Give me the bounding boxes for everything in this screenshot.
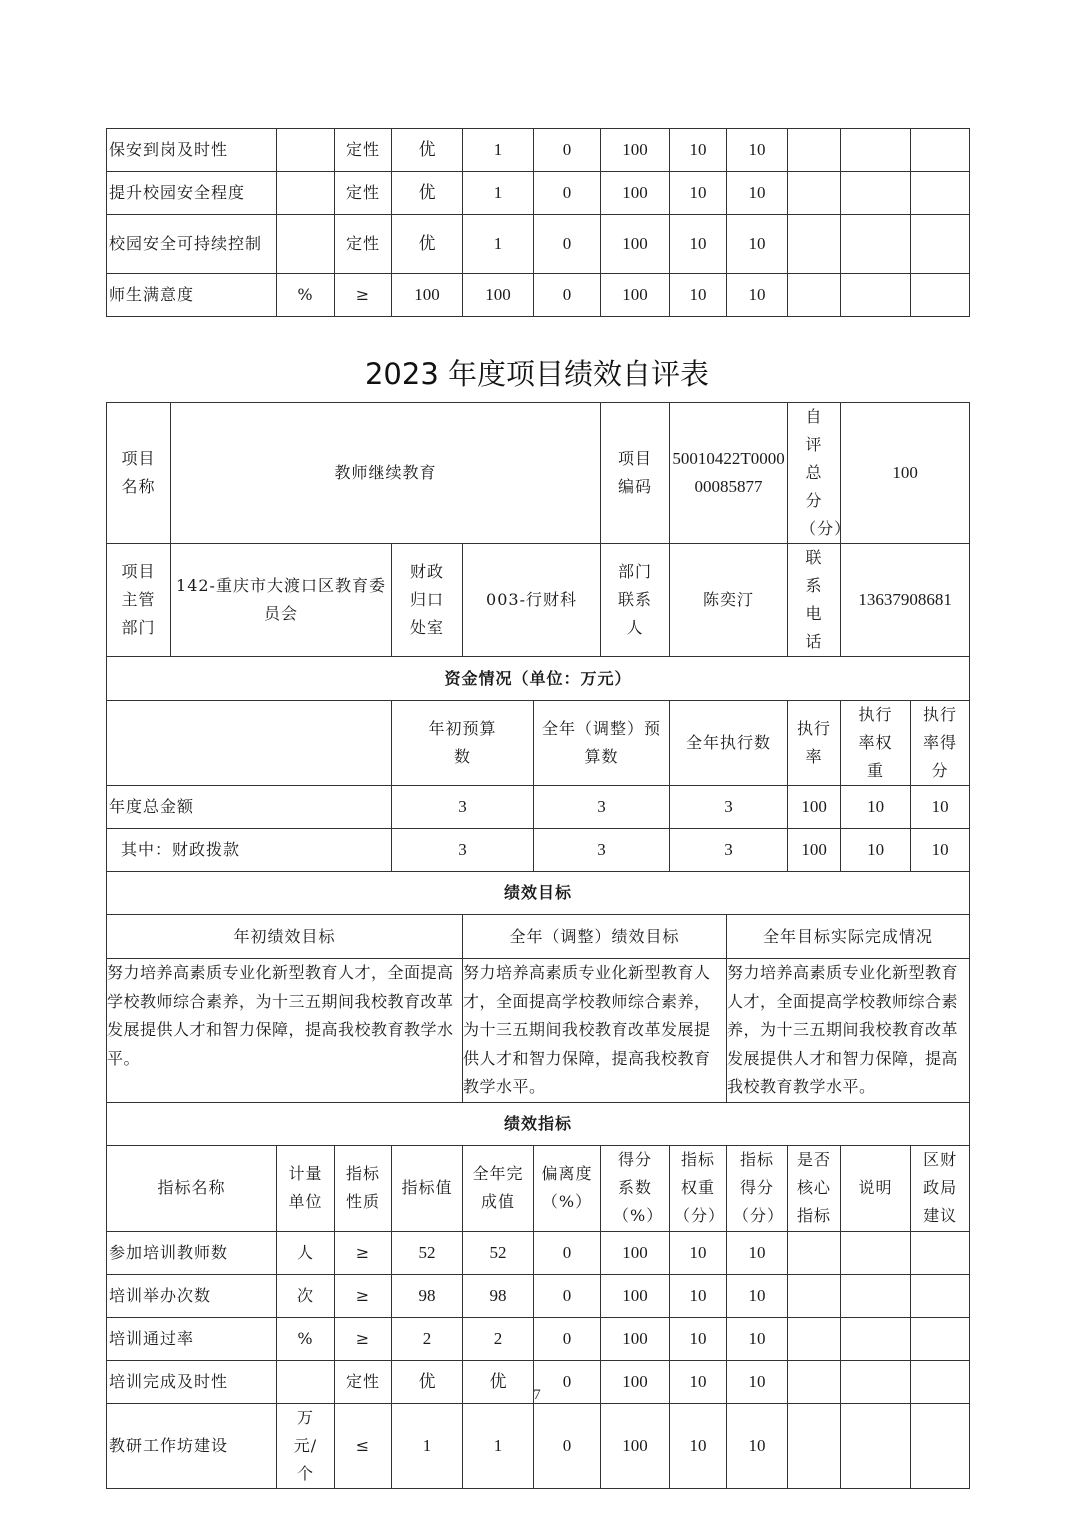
indicator-row xyxy=(107,1317,970,1360)
indicator-weight: 10 xyxy=(670,1317,727,1360)
indicator-unit: % xyxy=(277,1317,335,1360)
indicator-name: 教研工作坊建设 xyxy=(107,1403,277,1488)
goals-header-adjusted: 全年（调整）绩效目标 xyxy=(463,915,727,959)
indicator-note xyxy=(841,1403,911,1488)
indicator-name: 培训举办次数 xyxy=(107,1274,277,1317)
indicators-section-title: 绩效指标 xyxy=(107,1102,970,1145)
indicator-name: 培训完成及时性 xyxy=(107,1360,277,1403)
ind-header-deviation: 偏离度（%） xyxy=(534,1145,601,1231)
indicator-core xyxy=(788,215,841,274)
continued-indicator-table xyxy=(106,128,970,317)
indicator-deviation: 0 xyxy=(534,172,601,215)
indicator-unit: 万元/个 xyxy=(277,1403,335,1488)
indicator-target: 2 xyxy=(392,1317,463,1360)
indicator-coef: 100 xyxy=(601,215,670,274)
indicator-target: 优 xyxy=(392,172,463,215)
indicator-deviation: 0 xyxy=(534,215,601,274)
funds-weight: 10 xyxy=(841,829,911,872)
indicator-coef: 100 xyxy=(601,1274,670,1317)
indicator-core xyxy=(788,1231,841,1274)
indicator-core xyxy=(788,1274,841,1317)
finance-office-value: 003-行财科 xyxy=(463,544,601,657)
indicator-target: 52 xyxy=(392,1231,463,1274)
indicator-row xyxy=(107,215,970,274)
indicator-coef: 100 xyxy=(601,1231,670,1274)
contact-label: 部门联系人 xyxy=(601,544,670,657)
indicator-score: 10 xyxy=(727,172,788,215)
funds-executed: 3 xyxy=(670,829,788,872)
project-code: 50010422T000000085877 xyxy=(670,403,788,544)
ind-header-unit: 计量单位 xyxy=(277,1145,335,1231)
indicator-unit: 人 xyxy=(277,1231,335,1274)
indicator-note xyxy=(841,172,911,215)
indicator-score: 10 xyxy=(727,1317,788,1360)
indicator-score: 10 xyxy=(727,129,788,172)
indicator-weight: 10 xyxy=(670,1360,727,1403)
indicator-note xyxy=(841,215,911,274)
indicator-weight: 10 xyxy=(670,172,727,215)
indicator-unit: % xyxy=(277,274,335,317)
performance-evaluation-table xyxy=(106,402,970,1489)
indicator-note xyxy=(841,129,911,172)
ind-header-target: 指标值 xyxy=(392,1145,463,1231)
indicator-weight: 10 xyxy=(670,129,727,172)
ind-header-name: 指标名称 xyxy=(107,1145,277,1231)
goal-adjusted-text: 努力培养高素质专业化新型教育人才，全面提高学校教师综合素养，为十三五期间我校教育改革发展提供人才和智力保障，提高我校教育教学水平。 xyxy=(463,959,727,1103)
project-name: 教师继续教育 xyxy=(171,403,601,544)
goal-actual-text: 努力培养高素质专业化新型教育人才，全面提高学校教师综合素养，为十三五期间我校教育改革发展提供人才和智力保障，提高我校教育教学水平。 xyxy=(727,959,970,1103)
funds-adjusted: 3 xyxy=(534,786,670,829)
indicator-deviation: 0 xyxy=(534,129,601,172)
indicator-nature: 定性 xyxy=(335,1360,392,1403)
indicator-coef: 100 xyxy=(601,129,670,172)
funds-row-label: 年度总金额 xyxy=(107,786,392,829)
project-name-label: 项目名称 xyxy=(107,403,171,544)
indicator-nature: 定性 xyxy=(335,172,392,215)
indicator-nature: ≥ xyxy=(335,1231,392,1274)
funds-score: 10 xyxy=(911,786,970,829)
indicator-advice xyxy=(911,1231,970,1274)
indicator-actual: 1 xyxy=(463,215,534,274)
indicator-deviation: 0 xyxy=(534,1403,601,1488)
contact-value: 陈奕汀 xyxy=(670,544,788,657)
indicator-weight: 10 xyxy=(670,1403,727,1488)
indicator-nature: ≤ xyxy=(335,1403,392,1488)
ind-header-core: 是否核心指标 xyxy=(788,1145,841,1231)
goals-header-row xyxy=(107,915,970,959)
funds-initial: 3 xyxy=(392,786,534,829)
goals-section-title: 绩效目标 xyxy=(107,872,970,915)
page-number: 7 xyxy=(533,1387,541,1403)
goals-text-row xyxy=(107,959,970,1103)
dept-label: 项目主管部门 xyxy=(107,544,171,657)
dept-value: 142-重庆市大渡口区教育委员会 xyxy=(171,544,392,657)
indicator-coef: 100 xyxy=(601,1317,670,1360)
project-dept-row xyxy=(107,544,970,657)
indicator-note xyxy=(841,1274,911,1317)
indicator-actual: 2 xyxy=(463,1317,534,1360)
indicator-actual: 100 xyxy=(463,274,534,317)
funds-adjusted: 3 xyxy=(534,829,670,872)
indicator-target: 1 xyxy=(392,1403,463,1488)
indicators-header-row xyxy=(107,1145,970,1231)
indicator-unit xyxy=(277,172,335,215)
indicator-actual: 1 xyxy=(463,172,534,215)
indicator-target: 98 xyxy=(392,1274,463,1317)
indicator-note xyxy=(841,1231,911,1274)
funds-header-initial: 年初预算数 xyxy=(392,701,534,786)
indicator-name: 校园安全可持续控制 xyxy=(107,215,277,274)
funds-row xyxy=(107,829,970,872)
indicator-row xyxy=(107,274,970,317)
self-score: 100 xyxy=(841,403,970,544)
indicator-advice xyxy=(911,129,970,172)
funds-score: 10 xyxy=(911,829,970,872)
ind-header-weight: 指标权重（分） xyxy=(670,1145,727,1231)
indicator-actual: 优 xyxy=(463,1360,534,1403)
indicator-nature: ≥ xyxy=(335,1317,392,1360)
indicator-deviation: 0 xyxy=(534,1317,601,1360)
indicator-unit xyxy=(277,129,335,172)
goal-initial-text: 努力培养高素质专业化新型教育人才，全面提高学校教师综合素养，为十三五期间我校教育改革发展提供人才和智力保障，提高我校教育教学水平。 xyxy=(107,959,463,1103)
indicator-weight: 10 xyxy=(670,274,727,317)
indicator-actual: 98 xyxy=(463,1274,534,1317)
indicator-deviation: 0 xyxy=(534,274,601,317)
indicator-unit xyxy=(277,215,335,274)
indicator-score: 10 xyxy=(727,274,788,317)
indicator-target: 100 xyxy=(392,274,463,317)
funds-header-weight: 执行率权重 xyxy=(841,701,911,786)
indicator-score: 10 xyxy=(727,1403,788,1488)
indicator-nature: 定性 xyxy=(335,129,392,172)
funds-rate: 100 xyxy=(788,829,841,872)
indicator-score: 10 xyxy=(727,1274,788,1317)
indicator-core xyxy=(788,274,841,317)
indicator-row xyxy=(107,1403,970,1488)
indicator-coef: 100 xyxy=(601,1403,670,1488)
indicator-name: 参加培训教师数 xyxy=(107,1231,277,1274)
indicator-name: 保安到岗及时性 xyxy=(107,129,277,172)
page-title: 2023 年度项目绩效自评表 xyxy=(364,357,710,391)
funds-header-adjusted: 全年（调整）预算数 xyxy=(534,701,670,786)
funds-weight: 10 xyxy=(841,786,911,829)
indicator-actual: 1 xyxy=(463,129,534,172)
indicator-deviation: 0 xyxy=(534,1231,601,1274)
indicator-row xyxy=(107,1231,970,1274)
funds-section-title: 资金情况（单位：万元） xyxy=(107,657,970,701)
indicator-core xyxy=(788,1317,841,1360)
indicator-name: 师生满意度 xyxy=(107,274,277,317)
ind-header-actual: 全年完成值 xyxy=(463,1145,534,1231)
indicator-advice xyxy=(911,215,970,274)
indicator-advice xyxy=(911,1274,970,1317)
indicator-name: 培训通过率 xyxy=(107,1317,277,1360)
indicator-advice xyxy=(911,1403,970,1488)
indicator-row xyxy=(107,129,970,172)
indicator-weight: 10 xyxy=(670,215,727,274)
phone-value: 13637908681 xyxy=(841,544,970,657)
phone-label: 联系电话 xyxy=(788,544,841,657)
indicator-core xyxy=(788,172,841,215)
indicator-row xyxy=(107,1274,970,1317)
self-score-label: 自评总分（分） xyxy=(788,403,841,544)
funds-header-executed: 全年执行数 xyxy=(670,701,788,786)
project-code-label: 项目编码 xyxy=(601,403,670,544)
indicator-core xyxy=(788,1403,841,1488)
indicator-nature: 定性 xyxy=(335,215,392,274)
indicator-row xyxy=(107,172,970,215)
indicator-deviation: 0 xyxy=(534,1274,601,1317)
indicator-actual: 1 xyxy=(463,1403,534,1488)
indicator-nature: ≥ xyxy=(335,274,392,317)
indicator-weight: 10 xyxy=(670,1231,727,1274)
ind-header-score: 指标得分（分） xyxy=(727,1145,788,1231)
indicator-unit: 次 xyxy=(277,1274,335,1317)
indicator-coef: 100 xyxy=(601,274,670,317)
funds-initial: 3 xyxy=(392,829,534,872)
indicator-coef: 100 xyxy=(601,172,670,215)
indicator-target: 优 xyxy=(392,1360,463,1403)
indicator-score: 10 xyxy=(727,1360,788,1403)
indicator-target: 优 xyxy=(392,129,463,172)
funds-header-rate: 执行率 xyxy=(788,701,841,786)
goals-header-actual: 全年目标实际完成情况 xyxy=(727,915,970,959)
indicator-advice xyxy=(911,274,970,317)
ind-header-coef: 得分系数（%） xyxy=(601,1145,670,1231)
indicator-score: 10 xyxy=(727,1231,788,1274)
indicator-name: 提升校园安全程度 xyxy=(107,172,277,215)
indicator-weight: 10 xyxy=(670,1274,727,1317)
funds-header-row xyxy=(107,701,970,786)
goals-header-initial: 年初绩效目标 xyxy=(107,915,463,959)
indicator-deviation: 0 xyxy=(534,1360,601,1403)
funds-rate: 100 xyxy=(788,786,841,829)
funds-header-score: 执行率得分 xyxy=(911,701,970,786)
indicator-core xyxy=(788,129,841,172)
indicator-target: 优 xyxy=(392,215,463,274)
finance-office-label: 财政归口处室 xyxy=(392,544,463,657)
indicator-coef: 100 xyxy=(601,1360,670,1403)
indicator-actual: 52 xyxy=(463,1231,534,1274)
indicator-nature: ≥ xyxy=(335,1274,392,1317)
ind-header-advice: 区财政局建议 xyxy=(911,1145,970,1231)
indicator-advice xyxy=(911,172,970,215)
indicator-score: 10 xyxy=(727,215,788,274)
ind-header-nature: 指标性质 xyxy=(335,1145,392,1231)
indicator-note xyxy=(841,1317,911,1360)
project-name-row xyxy=(107,403,970,544)
funds-executed: 3 xyxy=(670,786,788,829)
funds-row-label: 其中：财政拨款 xyxy=(107,829,392,872)
funds-header-blank xyxy=(107,701,392,786)
indicator-advice xyxy=(911,1317,970,1360)
indicator-note xyxy=(841,274,911,317)
funds-row xyxy=(107,786,970,829)
ind-header-note: 说明 xyxy=(841,1145,911,1231)
